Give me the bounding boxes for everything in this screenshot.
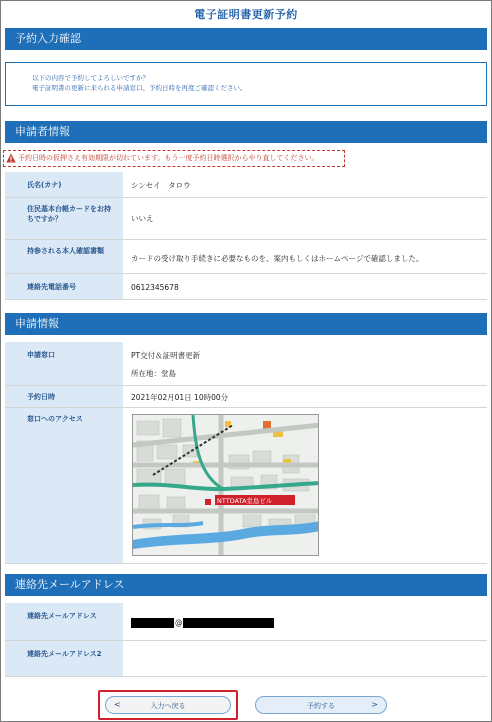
window-value: PT交付＆証明書更新 <box>131 351 201 360</box>
application-section-heading: 申請情報 <box>5 313 487 335</box>
chevron-right-icon: > <box>371 700 378 709</box>
window-label: 申請窓口 <box>5 342 123 385</box>
phone-value: 0612345678 <box>131 283 179 292</box>
access-label: 窓口へのアクセス <box>5 408 123 563</box>
email-domain-redaction <box>183 618 274 628</box>
id-documents-row <box>5 240 487 274</box>
email-section-heading: 連絡先メールアドレス <box>5 574 487 596</box>
resident-card-label: 住民基本台帳カードをお持ちですか？ <box>5 198 123 239</box>
confirm-message-line1: 以下の内容で予約してよろしいですか？ <box>32 74 149 82</box>
resident-card-value: いいえ <box>131 214 154 223</box>
reserve-button-label: 予約する <box>307 702 335 710</box>
datetime-row <box>5 386 487 408</box>
confirm-message-box <box>5 62 487 106</box>
access-map <box>132 414 319 556</box>
expiry-warning-text: 予約日時の仮押さえ有効期限が切れています。もう一度予約日時選択からやり直してください。 <box>18 154 319 162</box>
name-kana-row <box>5 172 487 198</box>
id-documents-value: カードの受け取り手続きに必要なものを、案内もしくはホームページで確認しました。 <box>131 254 424 263</box>
back-to-input-button[interactable] <box>105 696 231 714</box>
access-map-image <box>133 415 319 556</box>
email-label: 連絡先メールアドレス <box>5 603 123 640</box>
resident-card-row <box>5 198 487 240</box>
email2-row <box>5 641 487 677</box>
confirm-message-line2: 電子証明書の更新に来られる申請窓口、予約日時を再度ご確認ください。 <box>32 84 247 92</box>
phone-row <box>5 274 487 300</box>
datetime-value: 2021年02月01日 10時00分 <box>131 393 229 402</box>
chevron-left-icon: < <box>114 700 121 709</box>
reserve-button[interactable] <box>255 696 387 714</box>
datetime-label: 予約日時 <box>5 386 123 407</box>
expiry-warning <box>3 150 345 167</box>
phone-label: 連絡先電話番号 <box>5 274 123 299</box>
map-building-label: NTTDATA堂島ビル <box>217 497 273 505</box>
name-kana-value: シンセイ タロウ <box>131 181 191 190</box>
back-button-label: 入力へ戻る <box>150 702 186 710</box>
name-kana-label: 氏名(カナ) <box>5 172 123 197</box>
page-title: 電子証明書更新予約 <box>194 8 298 21</box>
id-documents-label: 持参される本人確認書類 <box>5 240 123 273</box>
window-location: 所在地：堂島 <box>131 369 176 378</box>
email-at-sign: @ <box>175 618 183 627</box>
confirm-section-heading: 予約入力確認 <box>5 28 487 50</box>
window-row <box>5 342 487 386</box>
warning-icon <box>6 153 16 163</box>
applicant-section-heading: 申請者情報 <box>5 121 487 143</box>
email2-label: 連絡先メールアドレス2 <box>5 641 123 676</box>
email-local-redaction <box>131 618 174 628</box>
